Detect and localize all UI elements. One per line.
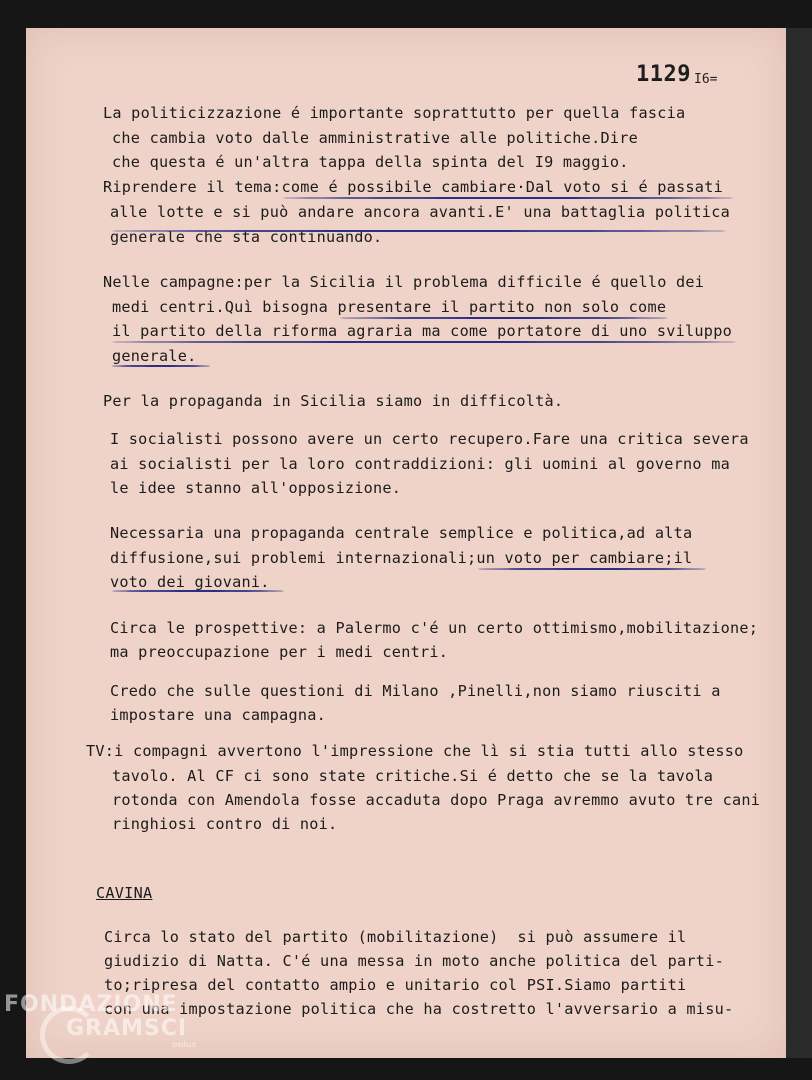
pen-underline — [112, 590, 284, 592]
text-line: il partito della riforma agraria ma come portatore di uno sviluppo — [112, 322, 732, 340]
text-line: ma preoccupazione per i medi centri. — [110, 643, 449, 661]
page-number: 1129 — [636, 62, 691, 87]
pen-underline — [340, 317, 668, 319]
text-line: ringhiosi contro di noi. — [112, 815, 338, 833]
text-line: La politicizzazione é importante soprattutto per quella fascia — [103, 104, 686, 122]
pen-underline — [112, 341, 736, 343]
text-line: I socialisti possono avere un certo recupero.Fare una critica severa — [110, 430, 749, 448]
text-line: Circa le prospettive: a Palermo c'é un certo ottimismo,mobilitazione; — [110, 619, 759, 637]
text-line: voto dei giovani. — [110, 573, 270, 591]
text-line: Riprendere il tema:come é possibile cambiare·Dal voto si é passati — [103, 178, 723, 196]
pen-underline — [478, 568, 706, 570]
pen-underline — [112, 365, 210, 367]
text-line: generale. — [112, 347, 197, 365]
text-line: Circa lo stato del partito (mobilitazione) si può assumere il — [104, 928, 687, 946]
pen-underline — [112, 230, 726, 232]
text-line: con una impostazione politica che ha costretto l'avversario a misu- — [104, 1000, 734, 1018]
watermark-line3: onlus — [172, 1040, 197, 1049]
watermark-line2: GRAMSCI — [66, 1016, 188, 1041]
text-line: che questa é un'altra tappa della spinta del I9 maggio. — [112, 153, 629, 171]
text-line: diffusione,sui problemi internazionali;un voto per cambiare;il — [110, 549, 693, 567]
pen-underline — [283, 197, 733, 199]
section-heading: CAVINA — [96, 884, 153, 902]
text-line: impostare una campagna. — [110, 706, 327, 724]
text-line: Per la propaganda in Sicilia siamo in difficoltà. — [103, 392, 564, 410]
text-line: Necessaria una propaganda centrale semplice e politica,ad alta — [110, 524, 693, 542]
text-line: le idee stanno all'opposizione. — [110, 479, 402, 497]
text-line: medi centri.Quì bisogna presentare il partito non solo come — [112, 298, 667, 316]
text-line: generale che sta continuando. — [110, 228, 383, 246]
text-line: tavolo. Al CF ci sono state critiche.Si é detto che se la tavola — [112, 767, 714, 785]
scan-border — [786, 28, 812, 1058]
text-line: TV:i compagni avvertono l'impressione che lì si stia tutti allo stesso — [86, 742, 744, 760]
text-line: che cambia voto dalle amministrative alle politiche.Dire — [112, 129, 639, 147]
text-line: rotonda con Amendola fosse accaduta dopo Praga avremmo avuto tre cani — [112, 791, 761, 809]
text-line: ai socialisti per la loro contraddizioni: gli uomini al governo ma — [110, 455, 730, 473]
watermark-line1: FONDAZIONE — [4, 992, 178, 1017]
text-line: alle lotte e si può andare ancora avanti.E' una battaglia politica — [110, 203, 730, 221]
text-line: giudizio di Natta. C'é una messa in moto anche politica del parti- — [104, 952, 724, 970]
text-line: to;ripresa del contatto ampio e unitario col PSI.Siamo partiti — [104, 976, 687, 994]
text-line: Credo che sulle questioni di Milano ,Pinelli,non siamo riusciti a — [110, 682, 721, 700]
page-suffix: I6= — [694, 72, 718, 87]
text-line: Nelle campagne:per la Sicilia il problema difficile é quello dei — [103, 273, 705, 291]
